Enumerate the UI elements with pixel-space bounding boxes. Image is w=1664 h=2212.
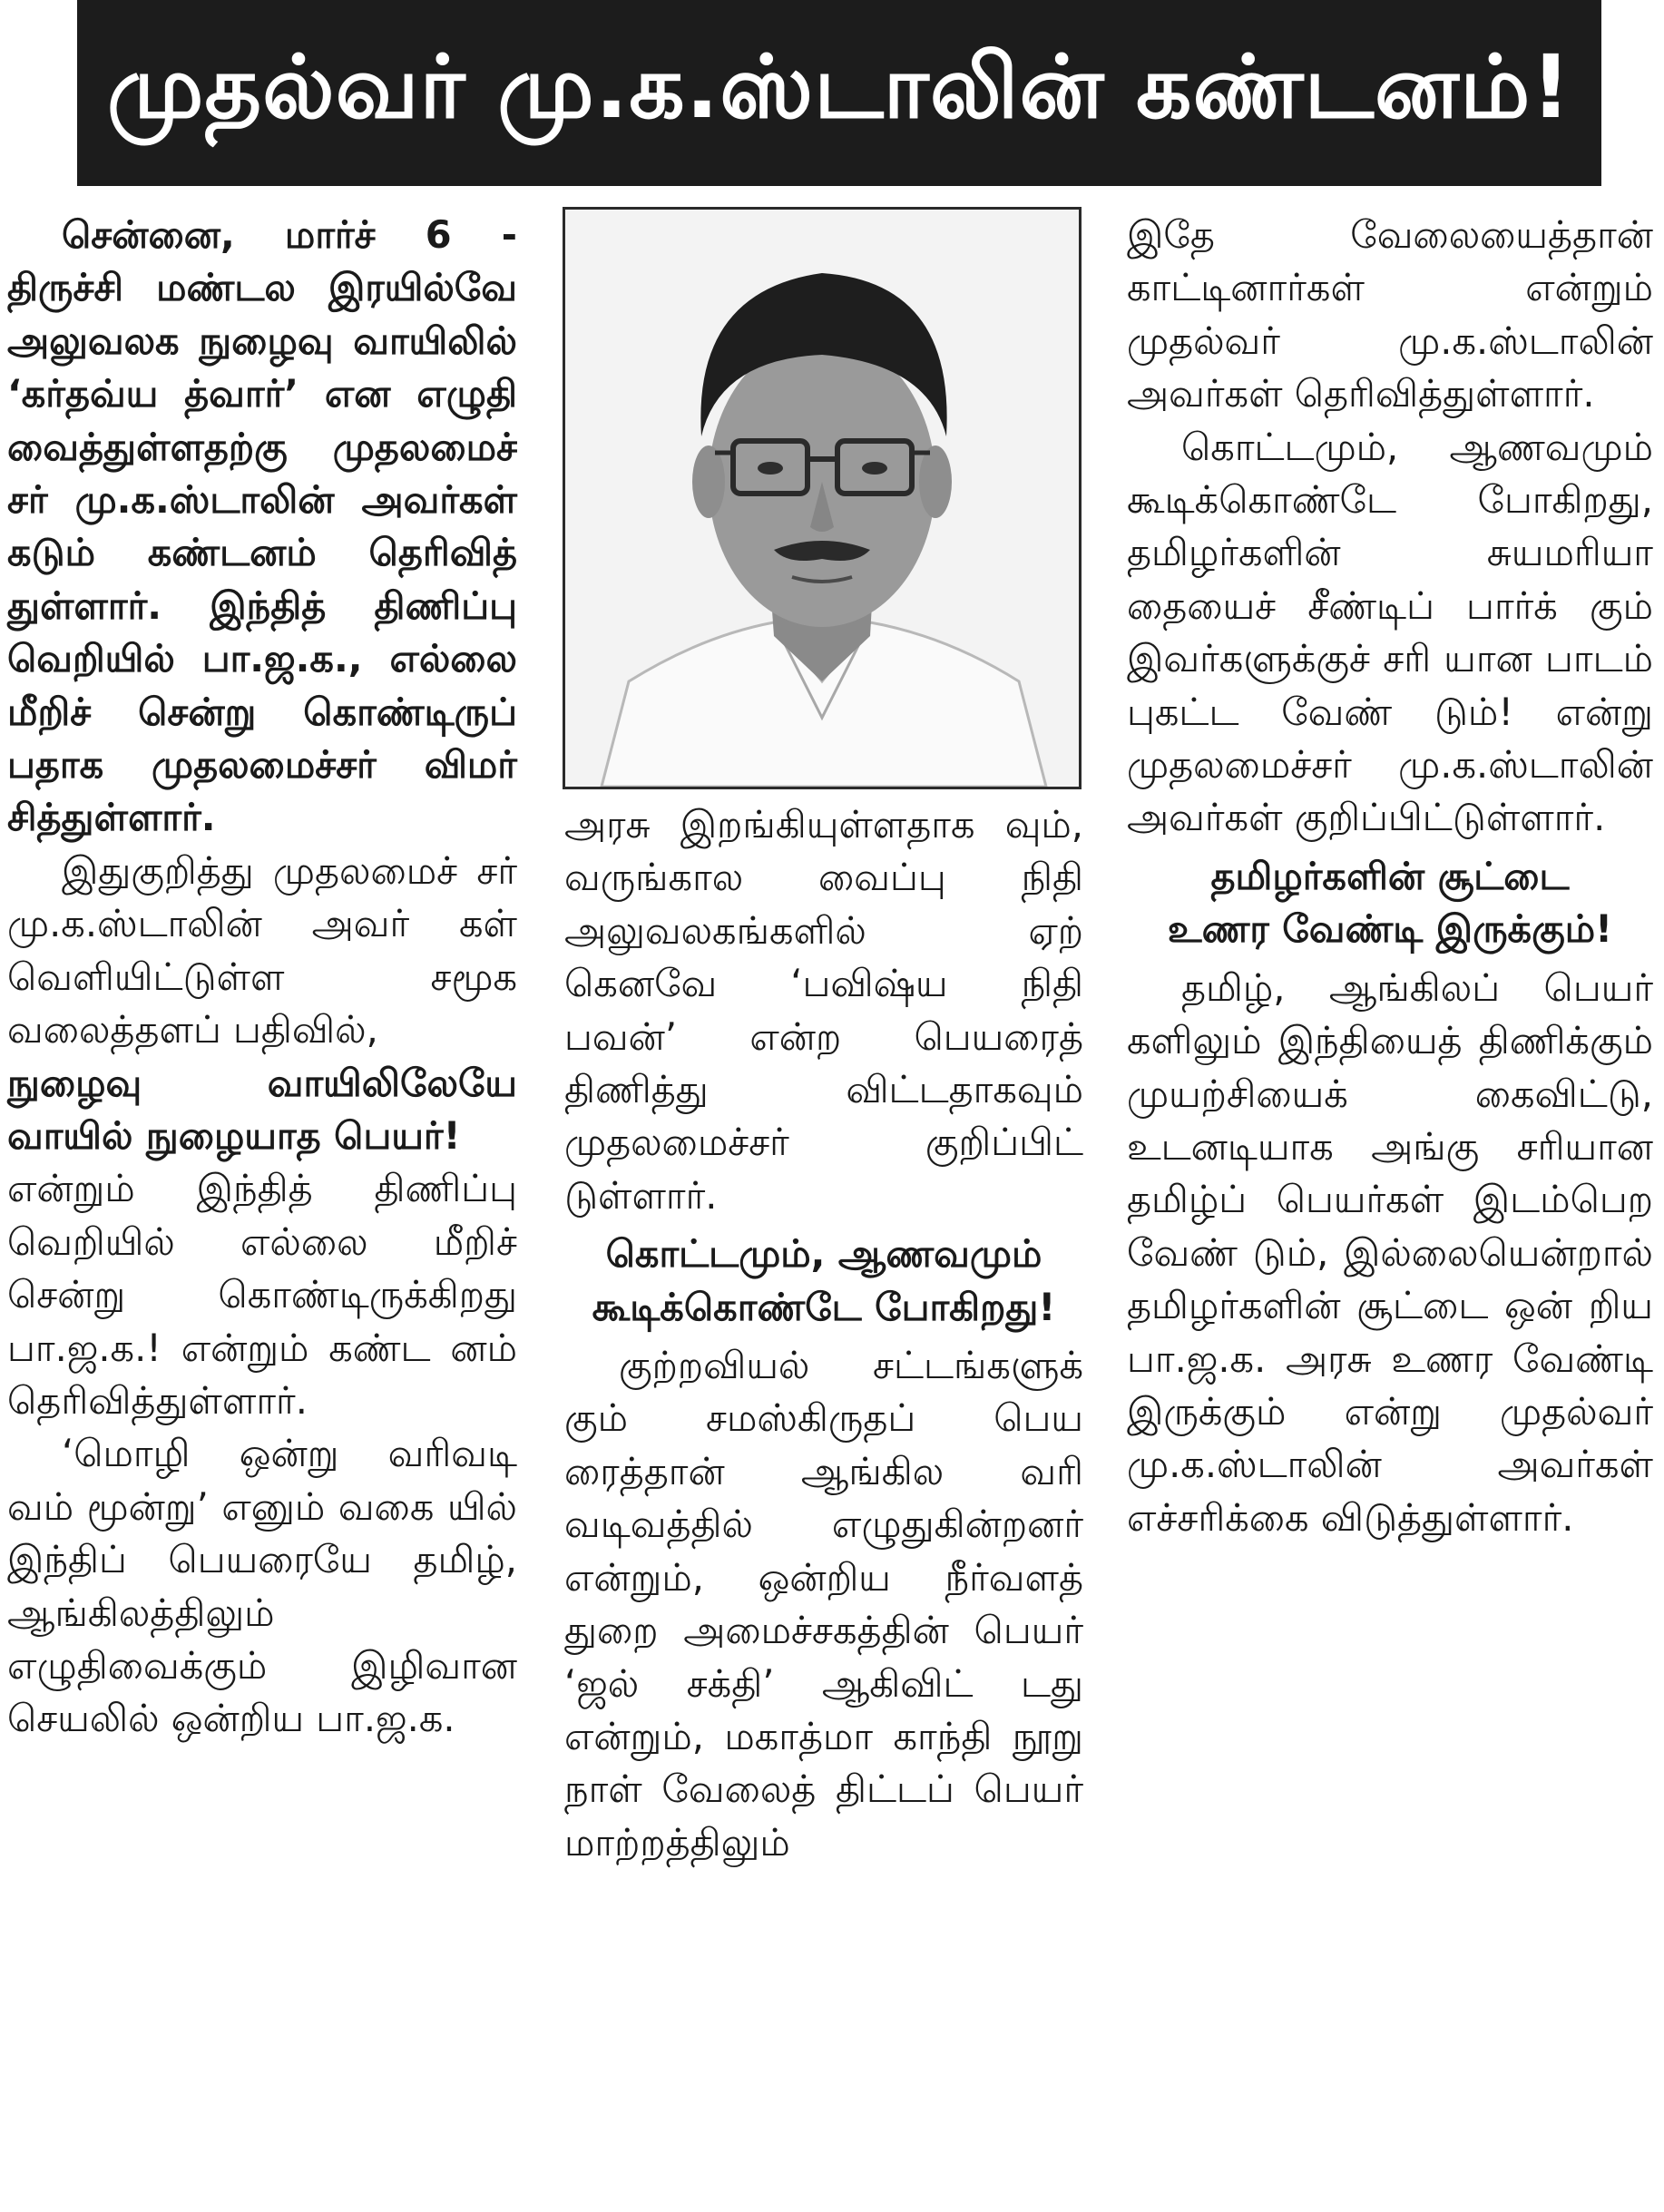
subheading-line: கூடிக்கொண்டே போகிறது!	[592, 1284, 1056, 1329]
quote-paragraph: நுழைவு வாயிலிலேயே வாயில் நுழையாத பெயர்!	[7, 1060, 517, 1158]
lead-paragraph: சென்னை, மார்ச் 6 - திருச்சி மண்டல இரயில்வே அலுவலக நுழைவு வாயிலில் ‘கர்தவ்ய த்வார்’ என எழுதி வைத்துள்ளதற்கு முதலமைச் சர் மு.க.ஸ்டாலின் அவர்கள் கடும் கண்டனம் தெரிவித் துள்ளார். இந்தித் திணிப்பு வெறியில் பா.ஜ.க., எல்லை மீறிச் சென்று கொண்டிருப் பதாக முதலமைச்சர் விமர் சித்துள்ளார்.	[7, 212, 517, 840]
headline: முதல்வர் மு.க.ஸ்டாலின் கண்டனம்!	[77, 0, 1601, 186]
paragraph: தமிழ், ஆங்கிலப் பெயர் களிலும் இந்தியைத் திணிக்கும் முயற்சியைக் கைவிட்டு, உடனடியாக அங்கு சரியான தமிழ்ப் பெயர்கள் இடம்பெற வேண் டும், இல்லையென்றால் தமிழர்களின் சூட்டை ஒன் றிய பா.ஜ.க. அரசு உணர வேண்டி இருக்கும் என்று முதல்வர் மு.க.ஸ்டாலின் அவர்கள் எச்சரிக்கை விடுத்துள்ளார்.	[1127, 964, 1653, 1540]
subheading-line: உணர வேண்டி இருக்கும்!	[1167, 906, 1613, 952]
article-column-3	[1127, 209, 1653, 1544]
article-column-2	[564, 798, 1083, 1869]
paragraph: அரசு இறங்கியுள்ளதாக வும், வருங்கால வைப்பு நிதி அலுவலகங்களில் ஏற் கெனவே ‘பவிஷ்ய நிதி பவன்’ என்ற பெயரைத் திணித்து விட்டதாகவும் முதலமைச்சர் குறிப்பிட் டுள்ளார்.	[564, 802, 1083, 1218]
paragraph: கொட்டமும், ஆணவமும் கூடிக்கொண்டே போகிறது, தமிழர்களின் சுயமரியா தையைச் சீண்டிப் பார்க் கும் இவர்களுக்குச் சரி யான பாடம் புகட்ட வேண் டும்! என்று முதலமைச்சர் மு.க.ஸ்டாலின் அவர்கள் குறிப்பிட்டுள்ளார்.	[1127, 424, 1653, 840]
paragraph: குற்றவியல் சட்டங்களுக் கும் சமஸ்கிருதப் பெய ரைத்தான் ஆங்கில வரி வடிவத்தில் எழுதுகின்றனர் என்றும், ஒன்றிய நீர்வளத் துறை அமைச்சகத்தின் பெயர் ‘ஜல் சக்தி’ ஆகிவிட் டது என்றும், மகாத்மா காந்தி நூறு நாள் வேலைத் திட்டப் பெயர் மாற்றத்திலும்	[564, 1343, 1083, 1865]
subheading	[1127, 850, 1653, 956]
paragraph: இதே வேலையைத்தான் காட்டினார்கள் என்றும் முதல்வர் மு.க.ஸ்டாலின் அவர்கள் தெரிவித்துள்ளார்.	[1127, 212, 1653, 416]
article-column-1	[7, 209, 517, 1746]
portrait-illustration	[565, 210, 1079, 787]
subheading-line: கொட்டமும், ஆணவமும்	[605, 1231, 1042, 1277]
subheading	[564, 1228, 1083, 1334]
paragraph: இதுகுறித்து முதலமைச் சர் மு.க.ஸ்டாலின் அவர் கள் வெளியிட்டுள்ள சமூக வலைத்தளப் பதிவில்,	[7, 847, 517, 1052]
paragraph: ‘மொழி ஒன்று வரிவடி வம் மூன்று’ எனும் வகை யில் இந்திப் பெயரையே தமிழ், ஆங்கிலத்திலும் எழுதிவைக்கும் இழிவான செயலில் ஒன்றிய பா.ஜ.க.	[7, 1431, 517, 1741]
subheading-line: தமிழர்களின் சூட்டை	[1210, 853, 1570, 898]
portrait-photo	[563, 207, 1082, 789]
paragraph: என்றும் இந்தித் திணிப்பு வெறியில் எல்லை மீறிச் சென்று கொண்டிருக்கிறது பா.ஜ.க.! என்றும் கண்ட னம் தெரிவித்துள்ளார்.	[7, 1166, 517, 1423]
